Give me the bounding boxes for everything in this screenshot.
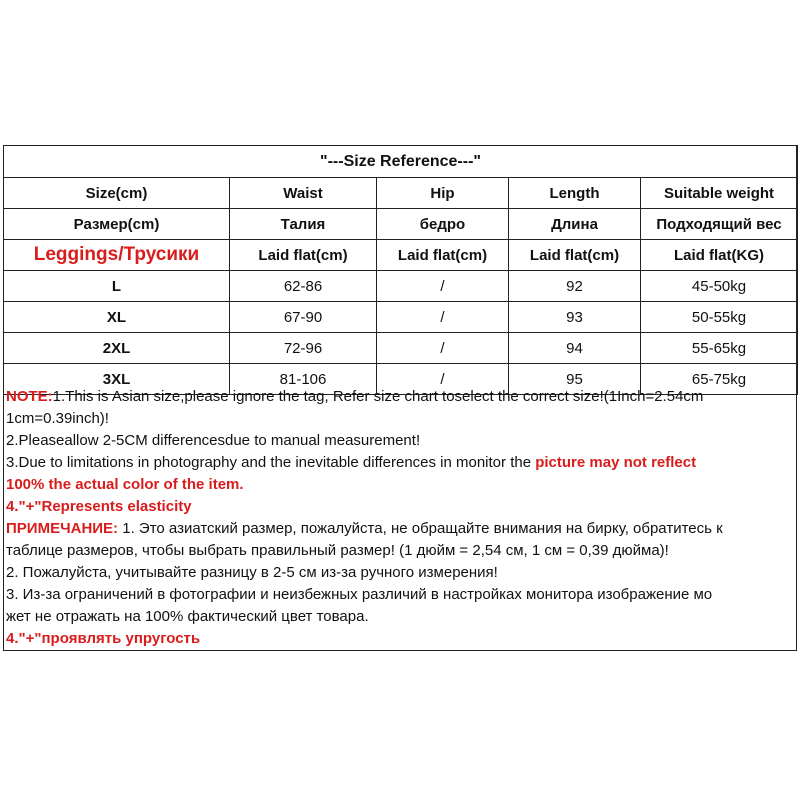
note-4 [6, 496, 794, 518]
length-cell: 94 [509, 333, 641, 364]
note-3-highlight: picture may not reflect [535, 454, 697, 471]
header-waist: Waist [230, 178, 377, 209]
length-cell: 92 [509, 271, 641, 302]
header-size-ru: Размер(cm) [4, 209, 230, 240]
header-length: Length [509, 178, 641, 209]
weight-cell: 50-55kg [641, 302, 798, 333]
notes-section [6, 386, 794, 650]
note-1 [6, 386, 794, 408]
note-3-cont: 100% the actual color of the item. [6, 476, 244, 493]
header-hip: Hip [377, 178, 509, 209]
ru-note-1-cont: таблице размеров, чтобы выбрать правильный размер! (1 дюйм = 2,54 см, 1 см = 0,39 дюйма)! [6, 542, 669, 559]
hip-cell: / [377, 333, 509, 364]
table-row [4, 333, 798, 364]
hip-cell: / [377, 364, 509, 395]
weight-cell: 45-50kg [641, 271, 798, 302]
measure-length: Laid flat(cm) [509, 240, 641, 271]
waist-cell: 81-106 [230, 364, 377, 395]
note-3 [6, 452, 794, 474]
length-cell: 93 [509, 302, 641, 333]
size-cell: XL [4, 302, 230, 333]
note-2: 2.Pleaseallow 2-5CM differencesdue to manual measurement! [6, 432, 421, 449]
hip-cell: / [377, 271, 509, 302]
header-row-en [4, 178, 798, 209]
note-4-text: Represents elasticity [41, 498, 192, 515]
header-weight: Suitable weight [641, 178, 798, 209]
note-label: NOTE: [6, 388, 53, 405]
header-row-ru [4, 209, 798, 240]
weight-cell: 55-65kg [641, 333, 798, 364]
header-weight-ru: Подходящий вес [641, 209, 798, 240]
table-title: "---Size Reference---" [4, 146, 798, 178]
note-4-prefix: 4."+" [6, 498, 42, 515]
weight-cell: 65-75kg [641, 364, 798, 395]
table-row [4, 271, 798, 302]
measure-weight: Laid flat(KG) [641, 240, 798, 271]
size-cell: 3XL [4, 364, 230, 395]
waist-cell: 72-96 [230, 333, 377, 364]
ru-note-4 [6, 628, 794, 650]
table-row [4, 302, 798, 333]
note-1-text: 1.This is Asian size,please ignore the tag, Refer size chart toselect the correct size!(1Inch=2.54cm [52, 388, 704, 405]
ru-note-2: 2. Пожалуйста, учитывайте разницу в 2-5 см из-за ручного измерения! [6, 564, 498, 581]
note-3-text: 3.Due to limitations in photography and the inevitable differences in monitor the [6, 454, 536, 471]
size-cell: L [4, 271, 230, 302]
header-hip-ru: бедро [377, 209, 509, 240]
ru-note-4-prefix: 4."+" [6, 630, 42, 647]
ru-note-label: ПРИМЕЧАНИЕ: [6, 520, 119, 537]
measure-hip: Laid flat(cm) [377, 240, 509, 271]
length-cell: 95 [509, 364, 641, 395]
product-type-label: Leggings/Трусики [4, 240, 230, 271]
size-cell: 2XL [4, 333, 230, 364]
header-row-measure [4, 240, 798, 271]
header-waist-ru: Талия [230, 209, 377, 240]
header-length-ru: Длина [509, 209, 641, 240]
ru-note-1-text: 1. Это азиатский размер, пожалуйста, не обращайте внимания на бирку, обратитесь к [118, 520, 723, 537]
hip-cell: / [377, 302, 509, 333]
waist-cell: 62-86 [230, 271, 377, 302]
ru-note-3: 3. Из-за ограничений в фотографии и неизбежных различий в настройках монитора изображение мо [6, 586, 713, 603]
waist-cell: 67-90 [230, 302, 377, 333]
note-1-cont: 1cm=0.39inch)! [6, 410, 109, 427]
ru-note-4-text: проявлять упругость [41, 630, 201, 647]
ru-note-3-cont: жет не отражать на 100% фактический цвет товара. [6, 608, 369, 625]
ru-note-1 [6, 518, 794, 540]
size-reference-table [3, 145, 798, 395]
measure-waist: Laid flat(cm) [230, 240, 377, 271]
header-size: Size(cm) [4, 178, 230, 209]
